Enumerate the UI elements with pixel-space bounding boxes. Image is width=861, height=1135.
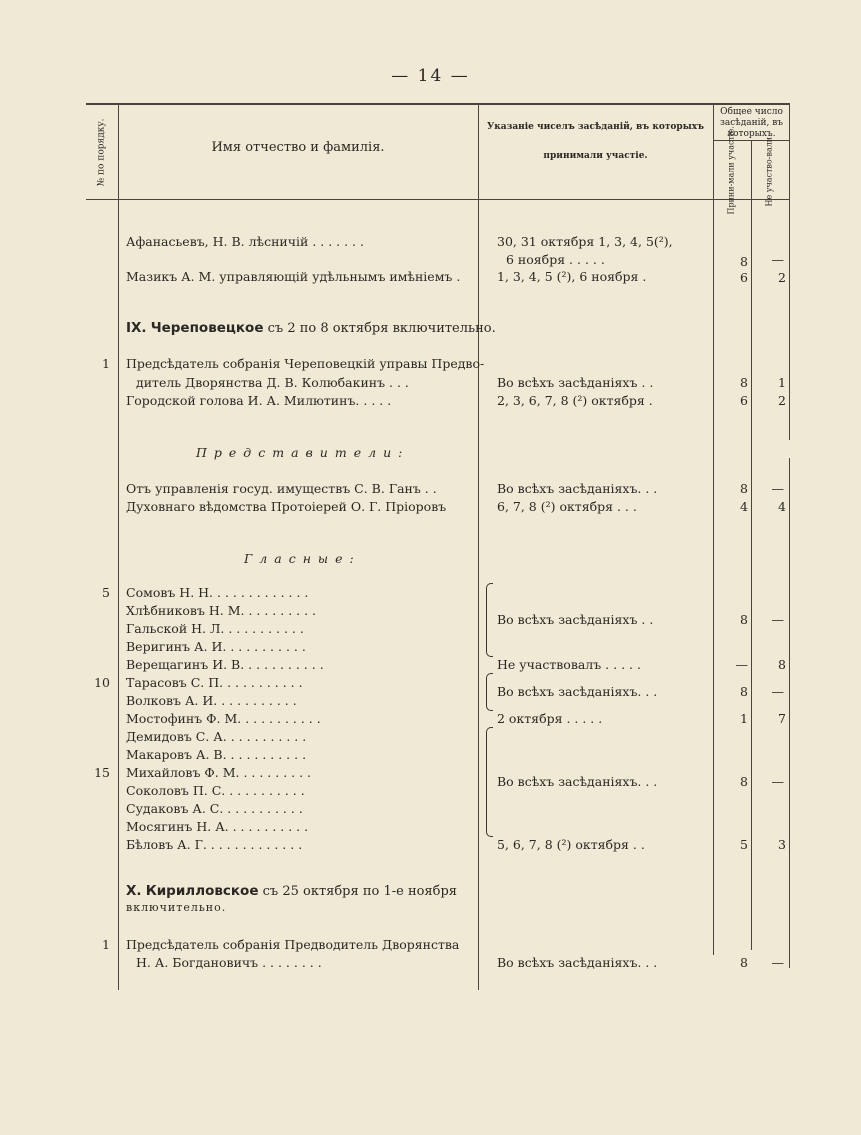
row-name: дитель Дворянства Д. В. Колюбакинъ . . . [136, 375, 409, 390]
column-divider [118, 105, 119, 990]
table-header-rule [86, 199, 790, 200]
member-name: Верещагинъ И. В. . . . . . . . . . . [126, 657, 324, 672]
member-name: Волковъ А. И. . . . . . . . . . . [126, 693, 297, 708]
row-number: 10 [94, 675, 110, 690]
header-total-column: Общее число засѣданій, въ которыхъ. [719, 107, 784, 139]
group-brace [486, 583, 493, 657]
row-name: Отъ управленія госуд. имуществъ С. В. Ганъ . . [126, 481, 437, 496]
group-participated: 8 [740, 612, 748, 627]
row-not-participated: — [771, 252, 784, 267]
header-participated-column: Прини-мали участіе. [726, 125, 736, 215]
member-name: Хлѣбниковъ Н. М. . . . . . . . . . [126, 603, 317, 618]
column-divider [713, 105, 714, 955]
row-dates: 6 ноября . . . . . [506, 252, 605, 267]
column-divider [478, 105, 479, 990]
member-name: Сомовъ Н. Н. . . . . . . . . . . . . [126, 585, 309, 600]
row-name: Афанасьевъ, Н. В. лѣсничій . . . . . . . [126, 234, 364, 249]
group-participated: 1 [740, 711, 748, 726]
member-name: Демидовъ С. А. . . . . . . . . . . [126, 729, 307, 744]
row-not-participated: — [771, 955, 784, 970]
group-participated: 8 [740, 774, 748, 789]
group-dates: Во всѣхъ засѣданіяхъ. . . [497, 684, 658, 699]
group-participated: 8 [740, 684, 748, 699]
row-dates: 30, 31 октября 1, 3, 4, 5(²), [497, 234, 673, 249]
row-name: Предсѣдатель собранія Череповецкій управы Предво- [126, 356, 485, 371]
member-name: Веригинъ А. И. . . . . . . . . . . [126, 639, 306, 654]
group-not-participated: — [771, 774, 784, 789]
row-not-participated: 2 [778, 270, 786, 285]
section-heading: IX. Череповецкое съ 2 по 8 октября включительно. [126, 320, 496, 336]
row-participated: 4 [740, 499, 748, 514]
group-dates: Во всѣхъ засѣданіяхъ . . [497, 612, 654, 627]
group-dates: Не участвовалъ . . . . . [497, 657, 641, 672]
subheading-glasnye: Гласные: [244, 551, 361, 566]
group-not-participated: 3 [778, 837, 786, 852]
table-top-rule [86, 103, 790, 105]
row-not-participated: 2 [778, 393, 786, 408]
row-number: 5 [102, 585, 110, 600]
row-not-participated: 4 [778, 499, 786, 514]
row-dates: Во всѣхъ засѣданіяхъ. . . [497, 481, 658, 496]
group-not-participated: 7 [778, 711, 786, 726]
header-dates-column: Указаніе чиселъ засѣданій, въ которыхъ принимали участіе. [486, 122, 705, 161]
header-name-column: Имя отчество и фамилія. [211, 140, 385, 155]
group-participated: — [735, 657, 748, 672]
subheading-representatives: Представители: [196, 445, 410, 460]
member-name: Мосягинъ Н. А. . . . . . . . . . . [126, 819, 309, 834]
member-name: Макаровъ А. В. . . . . . . . . . . [126, 747, 307, 762]
row-number: 1 [102, 356, 110, 371]
member-name: Соколовъ П. С. . . . . . . . . . . [126, 783, 305, 798]
row-number: 1 [102, 937, 110, 952]
row-participated: 8 [740, 375, 748, 390]
member-name: Мостофинъ Ф. М. . . . . . . . . . . [126, 711, 321, 726]
row-number: 15 [94, 765, 110, 780]
group-participated: 5 [740, 837, 748, 852]
member-name: Судаковъ А. С. . . . . . . . . . . [126, 801, 303, 816]
row-not-participated: 1 [778, 375, 786, 390]
group-dates: 5, 6, 7, 8 (²) октября . . [497, 837, 645, 852]
row-name: Духовнаго вѣдомства Протоіерей О. Г. Пріоровъ [126, 499, 447, 514]
row-dates: Во всѣхъ засѣданіяхъ. . . [497, 955, 658, 970]
group-dates: Во всѣхъ засѣданіяхъ. . . [497, 774, 658, 789]
group-brace [486, 727, 493, 837]
group-not-participated: 8 [778, 657, 786, 672]
row-dates: 2, 3, 6, 7, 8 (²) октября . [497, 393, 653, 408]
member-name: Тарасовъ С. П. . . . . . . . . . . [126, 675, 303, 690]
row-name: Н. А. Богдановичъ . . . . . . . . [136, 955, 322, 970]
group-not-participated: — [771, 612, 784, 627]
row-participated: 8 [740, 481, 748, 496]
member-name: Михайловъ Ф. М. . . . . . . . . . [126, 765, 312, 780]
row-participated: 8 [740, 254, 748, 269]
section-heading: X. Кирилловское съ 25 октября по 1-е ноября [126, 883, 457, 899]
row-dates: 1, 3, 4, 5 (²), 6 ноября . [497, 269, 647, 284]
row-name: Городской голова И. А. Милютинъ. . . . . [126, 393, 392, 408]
group-dates: 2 октября . . . . . [497, 711, 603, 726]
group-not-participated: — [771, 684, 784, 699]
row-participated: 6 [740, 270, 748, 285]
header-number-column: № по порядку. [96, 118, 107, 186]
column-divider [789, 458, 790, 968]
page-number: — 14 — [391, 66, 470, 86]
group-brace [486, 673, 493, 711]
row-name: Мазикъ А. М. управляющій удѣльнымъ имѣніемъ . [126, 269, 461, 284]
member-name: Гальской Н. Л. . . . . . . . . . . [126, 621, 304, 636]
row-dates: 6, 7, 8 (²) октября . . . [497, 499, 637, 514]
member-name: Бѣловъ А. Г. . . . . . . . . . . . . [126, 837, 303, 852]
row-name: Предсѣдатель собранія Предводитель Дворянства [126, 937, 460, 952]
header-not-participated-column: Не участво-вали. [764, 133, 774, 207]
column-divider [789, 105, 790, 440]
row-dates: Во всѣхъ засѣданіяхъ . . [497, 375, 654, 390]
row-not-participated: — [771, 481, 784, 496]
row-participated: 8 [740, 955, 748, 970]
section-heading-continued: включительно. [126, 901, 227, 914]
column-divider [751, 140, 752, 950]
row-participated: 6 [740, 393, 748, 408]
